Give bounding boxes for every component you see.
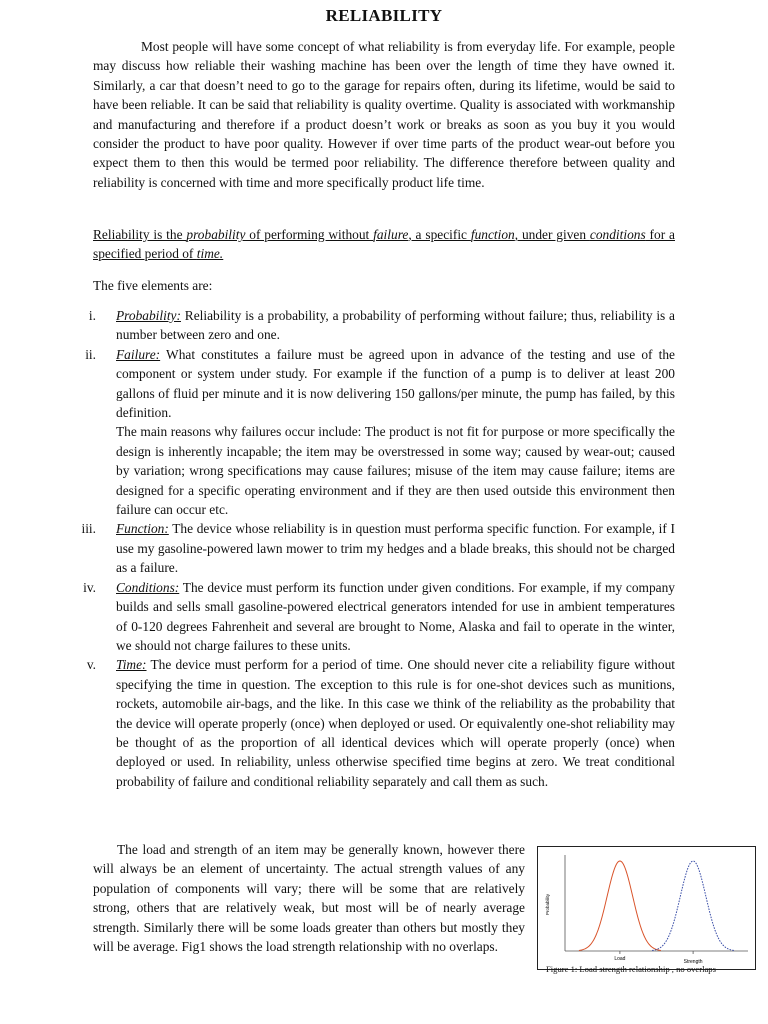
load-strength-chart <box>538 847 755 969</box>
list-item <box>0 306 768 345</box>
list-item-term: Failure: <box>116 346 161 362</box>
list-item <box>0 655 768 791</box>
list-item-term: Time: <box>116 657 147 673</box>
load-label: Load <box>614 956 626 962</box>
list-item-text: The device whose reliability is in question must performa specific function. For example, if I use my gasoline-powered lawn mower to trim my hedges and a blade breaks, this should not be charged as a failure. <box>116 521 675 576</box>
definition-text-1: Reliability is the <box>93 227 187 242</box>
list-item-term: Function: <box>116 521 169 537</box>
list-item-number: ii. <box>85 346 96 362</box>
list-item-number: iv. <box>83 579 96 595</box>
strength-distribution-curve <box>652 861 734 950</box>
definition-time: time. <box>196 246 224 262</box>
list-item-number: v. <box>86 657 96 673</box>
list-item-number: iii. <box>81 521 96 537</box>
list-item <box>0 578 768 656</box>
definition-function: function <box>470 227 515 242</box>
definition-text-4: , under given <box>514 227 590 242</box>
load-strength-figure <box>537 846 756 970</box>
list-item-extra: The main reasons why failures occur include: The product is not fit for purpose or more specifically the design is inherently incapable; the item may be overstressed in some way; caused by wear-out; caused by variation; wrong specifications may cause failures; misuse of the item may cause failure; items are designed for a specific operating environment and if they are then used outside this environment then failure can occur etc. <box>116 424 675 518</box>
list-item-term: Probability: <box>116 308 181 323</box>
list-item-term: Conditions: <box>116 579 180 595</box>
definition-probability: probability <box>186 227 246 242</box>
elements-intro: The five elements are: <box>93 278 213 293</box>
definition-text-2: of performing without <box>245 227 374 242</box>
definition-text-3: , a specific <box>408 227 471 242</box>
definition-paragraph <box>93 225 675 264</box>
list-item-number: i. <box>88 308 96 323</box>
intro-paragraph: Most people will have some concept of what reliability is from everyday life. For example, people may discuss how reliable their washing machine has been over the length of time they have owned it. Similarly, a car that doesn’t need to go to the garage for repairs often, during its lifetime, would be said to have been reliable. It can be said that reliability is quality overtime. Quality is associated with workmanship and manufacturing and therefore if a product doesn’t work or breaks as soon as you buy it you would consider the product to have poor quality. However if over time parts of the product wear-out before you expect them to then this would be termed poor reliability. The difference therefore between quality and reliability is concerned with time and more specifically product life time. <box>93 39 675 190</box>
load-distribution-curve <box>579 861 661 950</box>
definition-text-5: for a specified period of <box>93 227 675 262</box>
list-item-text: The device must perform for a period of time. One should never cite a reliability figure without specifying the time in question. The exception to this rule is for one-shot devices such as munitions, rockets, automobile air-bags, and the like. In this case we think of the reliability as the probability that the device will operate properly (once) when deployed or used. Or equivalently one-shot reliability may be thought of as the proportion of all identical devices which will operate properly (once) when deployed or used. In reliability, unless otherwise specified time begins at zero. We treat conditional probability of failure and conditional reliability separately and call them as such. <box>116 657 675 789</box>
figure-caption: Figure 1: Load strength relationship , no overlaps <box>546 964 716 974</box>
page-title: RELIABILITY <box>325 6 443 25</box>
y-axis-label: Probability <box>545 893 550 915</box>
list-item <box>0 345 768 520</box>
list-item-text: What constitutes a failure must be agreed upon in advance of the testing and use of the component or system under study. For example if the function of a pump is to deliver at least 200 gallons of fluid per minute and it is now delivering 150 gallons/per minute, the pump has failed, by this definition. <box>116 346 675 421</box>
strength-label: Strength <box>683 959 703 965</box>
list-item-text: Reliability is a probability, a probability of performing without failure; thus, reliability is a number between zero and one. <box>116 308 675 343</box>
load-strength-paragraph: The load and strength of an item may be generally known, however there will always be an element of uncertainty. The actual strength values of any population of components will vary; there will be some that are relatively strong, others that are relatively weak, but most will be of nearly average strength. Similarly there will be some loads greater than others but mostly they will be average. Fig1 shows the load strength relationship with no overlaps. <box>93 842 525 955</box>
five-elements-list <box>0 306 768 791</box>
definition-failure: failure <box>373 227 409 242</box>
definition-conditions: conditions <box>589 227 646 242</box>
list-item-text: The device must perform its function under given conditions. For example, if my company builds and sells small gasoline-powered electrical generators intended for use in ambient temperatures of 0-120 degrees Fahrenheit and several are brought to Nome, Alaska and fail to operate in the winter, we should not charge failures to these units. <box>116 579 675 653</box>
list-item <box>0 519 768 577</box>
